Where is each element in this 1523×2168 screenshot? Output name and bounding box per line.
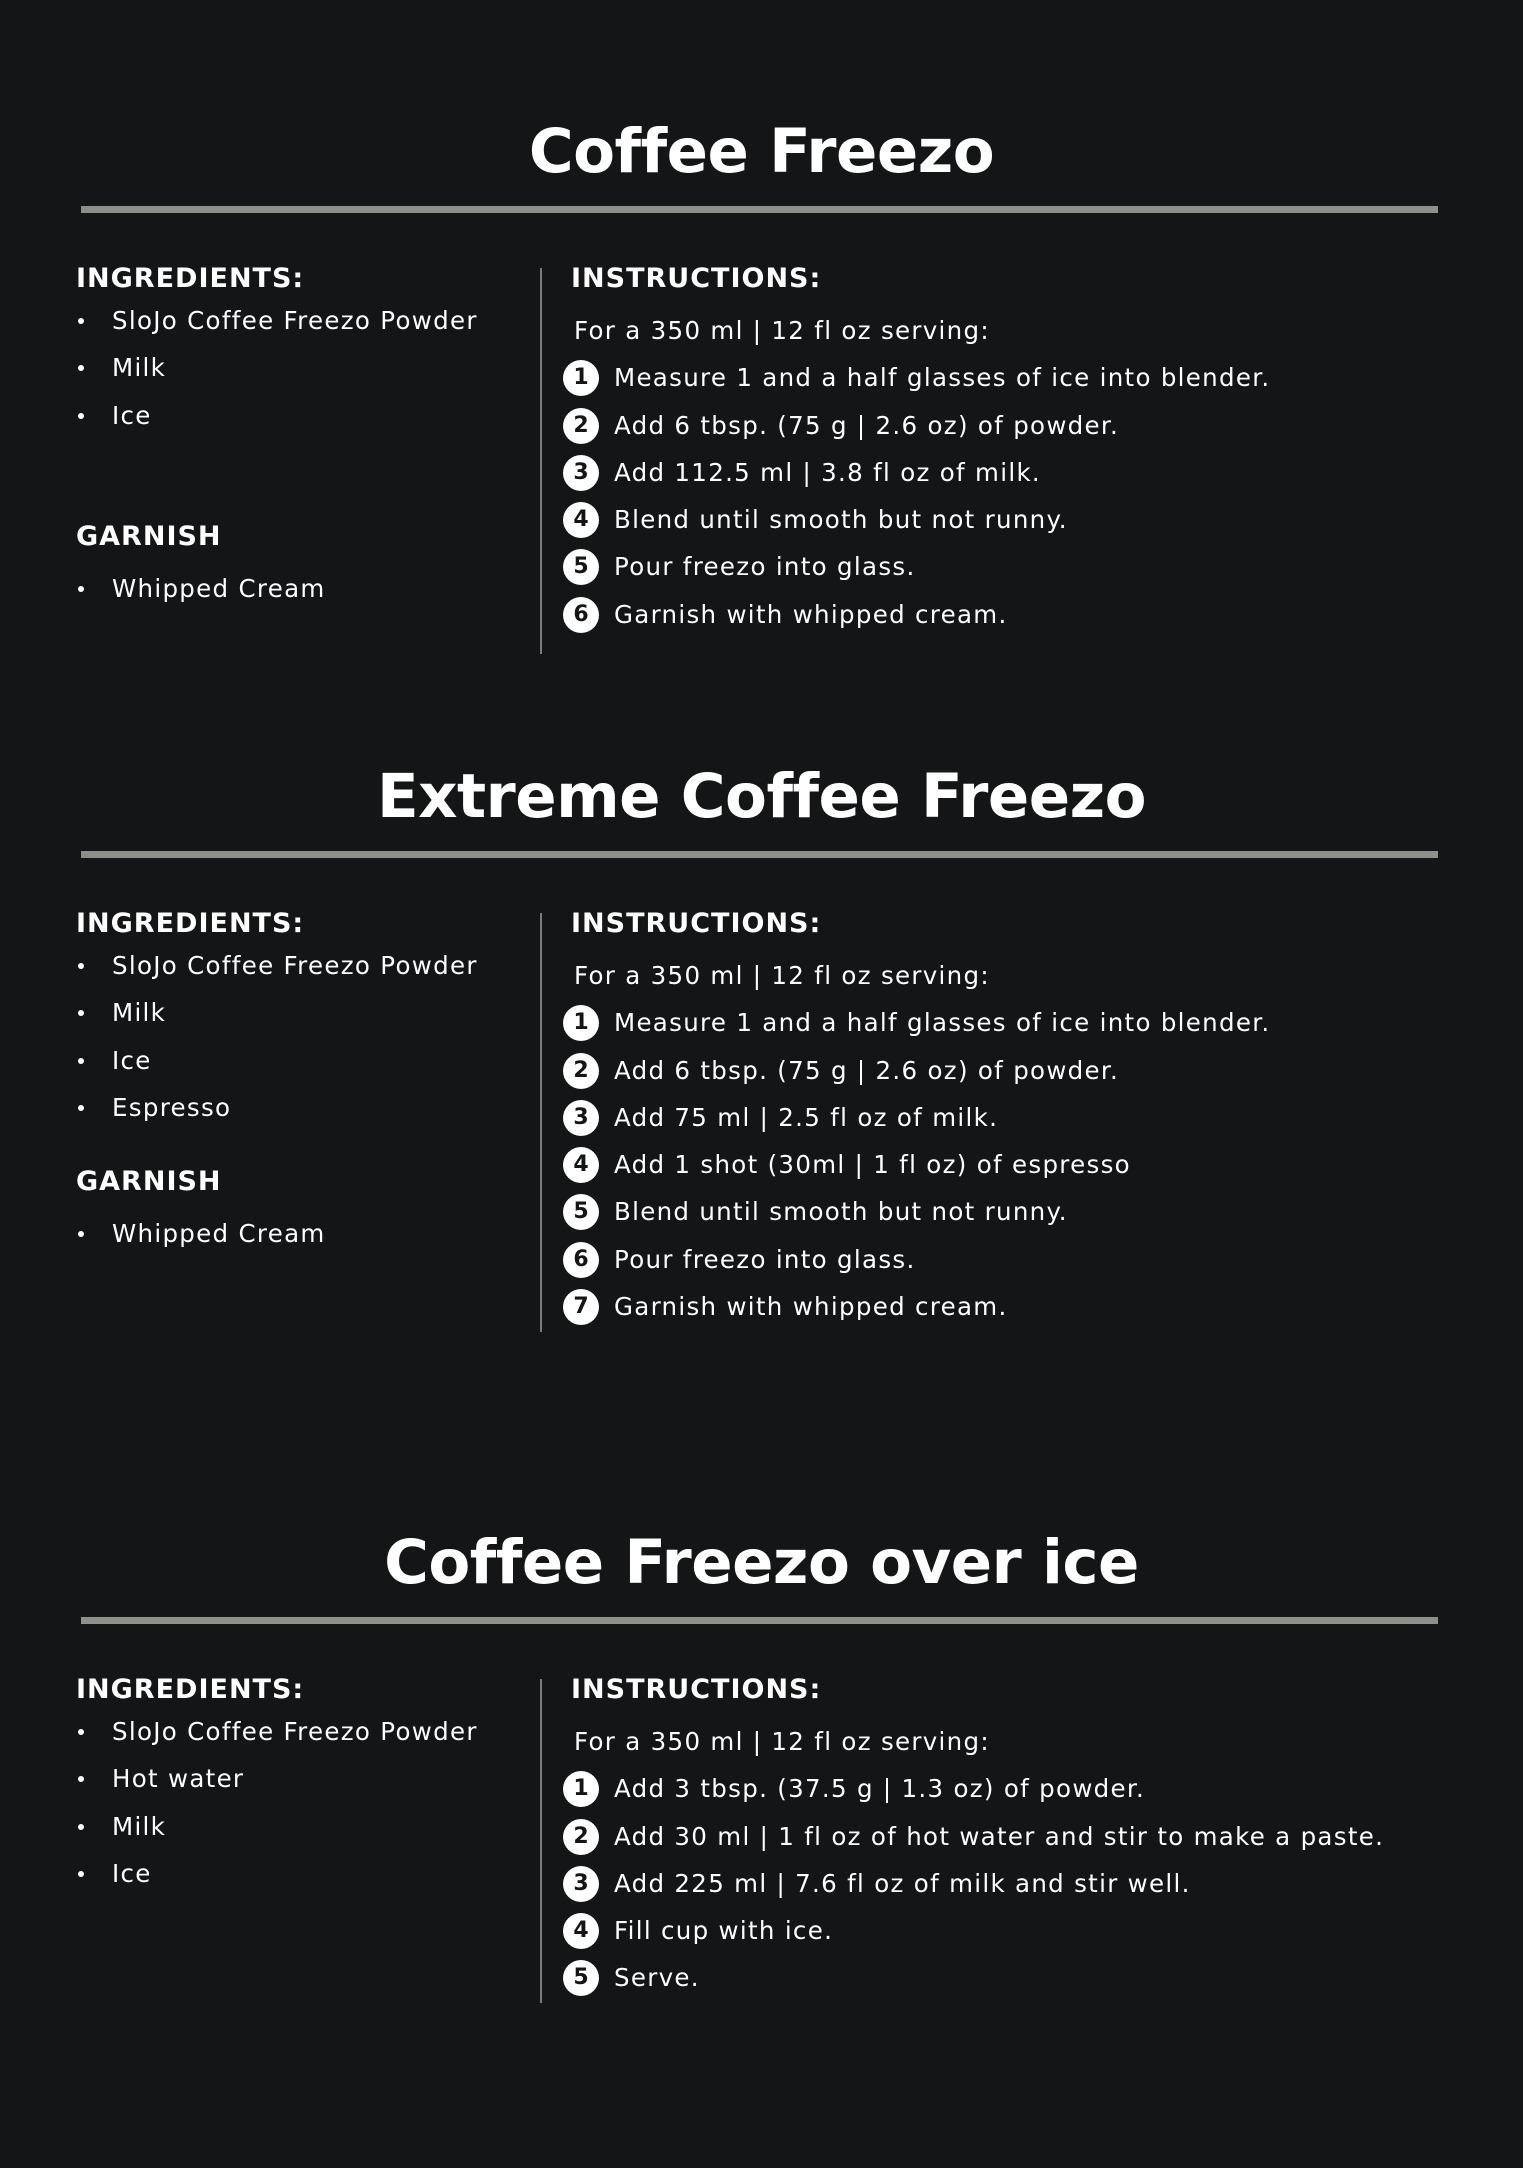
step-text: Add 1 shot (30ml | 1 fl oz) of espresso — [614, 1150, 1131, 1180]
serving-size: For a 350 ml | 12 fl oz serving: — [574, 316, 990, 345]
instructions-heading: INSTRUCTIONS: — [571, 1674, 822, 1705]
step-text: Add 112.5 ml | 3.8 fl oz of milk. — [614, 457, 1042, 487]
step-item — [571, 1860, 1471, 1907]
garnish-label: Whipped Cream — [112, 574, 326, 603]
step-number-icon: 2 — [563, 1053, 599, 1089]
instructions-heading: INSTRUCTIONS: — [571, 908, 822, 939]
instructions-column — [571, 906, 1471, 1330]
step-item — [571, 496, 1471, 543]
step-number-icon: 4 — [563, 1147, 599, 1183]
bullet-icon — [78, 963, 84, 969]
list-item — [76, 392, 536, 439]
garnish-heading: GARNISH — [76, 1166, 222, 1197]
ingredients-heading: INGREDIENTS: — [76, 263, 305, 294]
ingredient-label: Ice — [112, 400, 152, 430]
ingredient-label: SloJo Coffee Freezo Powder — [112, 1717, 478, 1746]
ingredient-label: SloJo Coffee Freezo Powder — [112, 306, 478, 335]
bullet-icon — [78, 1871, 84, 1877]
list-item — [76, 1084, 536, 1131]
step-item — [571, 449, 1471, 496]
bullet-icon — [78, 365, 84, 371]
bullet-icon — [78, 1776, 84, 1782]
step-text: Add 3 tbsp. (37.5 g | 1.3 oz) of powder. — [614, 1774, 1146, 1804]
list-item — [76, 1850, 536, 1897]
ingredient-label: Milk — [112, 998, 167, 1028]
list-item — [76, 942, 536, 989]
ingredient-label: SloJo Coffee Freezo Powder — [112, 951, 478, 980]
instructions-heading: INSTRUCTIONS: — [571, 263, 822, 294]
ingredients-list — [76, 942, 536, 1131]
instructions-column — [571, 1672, 1471, 2002]
step-number-icon: 6 — [563, 597, 599, 633]
title-divider — [81, 206, 1438, 213]
list-item — [76, 297, 536, 344]
garnish-column — [76, 1164, 536, 1257]
step-item — [571, 354, 1471, 401]
step-number-icon: 2 — [563, 1819, 599, 1855]
bullet-icon — [78, 586, 84, 592]
step-item — [571, 1047, 1471, 1094]
list-item — [76, 565, 536, 612]
column-divider — [540, 268, 542, 654]
step-text: Pour freezo into glass. — [614, 1244, 916, 1274]
ingredients-list — [76, 297, 536, 439]
list-item — [76, 1210, 536, 1257]
recipe-title: Extreme Coffee Freezo — [376, 761, 1147, 832]
step-item — [571, 1188, 1471, 1235]
step-item — [571, 1954, 1471, 2001]
step-text: Fill cup with ice. — [614, 1916, 834, 1946]
serving-size: For a 350 ml | 12 fl oz serving: — [574, 1727, 990, 1756]
bullet-icon — [78, 318, 84, 324]
steps-list — [571, 354, 1471, 638]
step-text: Garnish with whipped cream. — [614, 599, 1008, 629]
steps-list — [571, 999, 1471, 1330]
bullet-icon — [78, 1729, 84, 1735]
step-number-icon: 1 — [563, 360, 599, 396]
step-text: Serve. — [614, 1963, 700, 1993]
step-text: Garnish with whipped cream. — [614, 1292, 1008, 1322]
title-divider — [81, 851, 1438, 858]
bullet-icon — [78, 413, 84, 419]
instructions-column — [571, 261, 1471, 638]
bullet-icon — [78, 1824, 84, 1830]
list-item — [76, 1037, 536, 1084]
garnish-label: Whipped Cream — [112, 1219, 326, 1248]
garnish-heading: GARNISH — [76, 521, 222, 552]
step-text: Add 6 tbsp. (75 g | 2.6 oz) of powder. — [614, 1055, 1120, 1085]
step-item — [571, 1236, 1471, 1283]
step-number-icon: 4 — [563, 1913, 599, 1949]
step-text: Measure 1 and a half glasses of ice into blender. — [614, 1008, 1271, 1038]
recipe-title: Coffee Freezo over ice — [384, 1527, 1139, 1598]
step-item — [571, 402, 1471, 449]
step-number-icon: 3 — [563, 1866, 599, 1902]
bullet-icon — [78, 1105, 84, 1111]
step-text: Pour freezo into glass. — [614, 552, 916, 582]
ingredients-column — [76, 906, 536, 1131]
column-divider — [540, 1679, 542, 2003]
step-item — [571, 1765, 1471, 1812]
list-item — [76, 1755, 536, 1802]
step-item — [571, 1907, 1471, 1954]
recipe-title: Coffee Freezo — [528, 116, 995, 187]
garnish-column — [76, 519, 536, 612]
step-item — [571, 1094, 1471, 1141]
garnish-list — [76, 1210, 536, 1257]
step-item — [571, 999, 1471, 1046]
step-number-icon: 5 — [563, 1960, 599, 1996]
ingredient-label: Espresso — [112, 1092, 232, 1122]
list-item — [76, 344, 536, 391]
step-item — [571, 543, 1471, 590]
step-text: Add 225 ml | 7.6 fl oz of milk and stir well. — [614, 1868, 1191, 1898]
step-number-icon: 3 — [563, 1100, 599, 1136]
garnish-list — [76, 565, 536, 612]
column-divider — [540, 913, 542, 1332]
steps-list — [571, 1765, 1471, 2001]
step-text: Add 75 ml | 2.5 fl oz of milk. — [614, 1102, 999, 1132]
ingredients-column — [76, 1672, 536, 1897]
step-text: Blend until smooth but not runny. — [614, 1197, 1068, 1227]
ingredients-list — [76, 1708, 536, 1897]
step-item — [571, 1283, 1471, 1330]
bullet-icon — [78, 1010, 84, 1016]
bullet-icon — [78, 1058, 84, 1064]
step-text: Add 30 ml | 1 fl oz of hot water and stir to make a paste. — [614, 1821, 1385, 1851]
serving-size: For a 350 ml | 12 fl oz serving: — [574, 961, 990, 990]
ingredient-label: Milk — [112, 1811, 167, 1841]
ingredient-label: Ice — [112, 1045, 152, 1075]
ingredients-heading: INGREDIENTS: — [76, 1674, 305, 1705]
ingredient-label: Milk — [112, 353, 167, 383]
ingredients-column — [76, 261, 536, 439]
step-text: Blend until smooth but not runny. — [614, 505, 1068, 535]
ingredients-heading: INGREDIENTS: — [76, 908, 305, 939]
list-item — [76, 1708, 536, 1755]
step-number-icon: 2 — [563, 408, 599, 444]
list-item — [76, 1803, 536, 1850]
step-text: Measure 1 and a half glasses of ice into blender. — [614, 363, 1271, 393]
step-number-icon: 6 — [563, 1242, 599, 1278]
step-number-icon: 3 — [563, 455, 599, 491]
step-number-icon: 5 — [563, 549, 599, 585]
step-number-icon: 1 — [563, 1005, 599, 1041]
step-item — [571, 591, 1471, 638]
list-item — [76, 989, 536, 1036]
step-number-icon: 1 — [563, 1771, 599, 1807]
title-divider — [81, 1617, 1438, 1624]
step-number-icon: 5 — [563, 1194, 599, 1230]
step-number-icon: 4 — [563, 502, 599, 538]
step-number-icon: 7 — [563, 1289, 599, 1325]
ingredient-label: Ice — [112, 1858, 152, 1888]
bullet-icon — [78, 1231, 84, 1237]
step-item — [571, 1141, 1471, 1188]
step-text: Add 6 tbsp. (75 g | 2.6 oz) of powder. — [614, 410, 1120, 440]
ingredient-label: Hot water — [112, 1764, 245, 1794]
step-item — [571, 1813, 1471, 1860]
